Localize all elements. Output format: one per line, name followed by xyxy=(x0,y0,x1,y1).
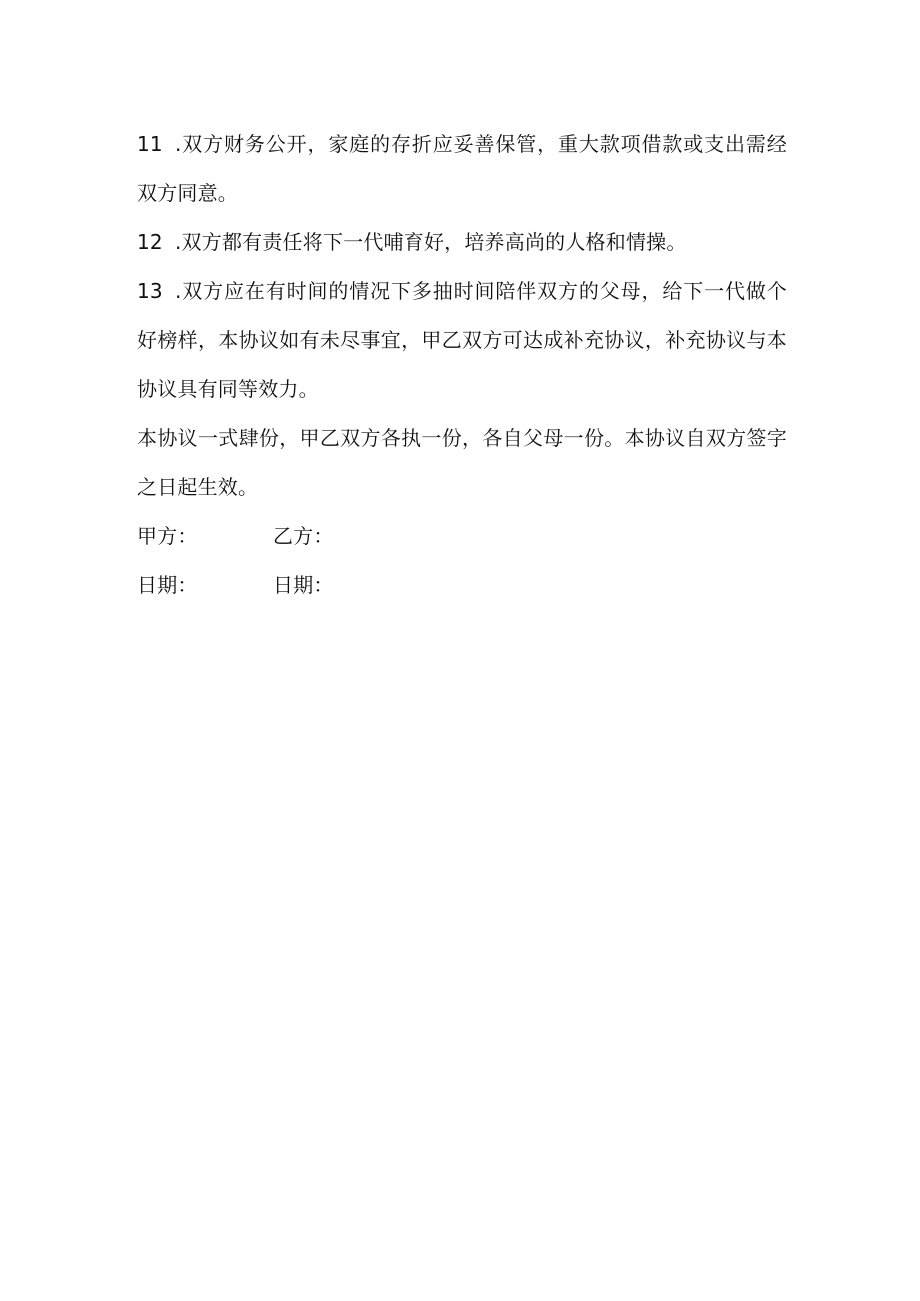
party-a-label: 甲方： xyxy=(137,524,198,548)
clause-number: 12 xyxy=(137,230,163,254)
clause-12 xyxy=(137,218,787,267)
clause-11 xyxy=(137,120,787,218)
clause-text: .双方财务公开，家庭的存折应妥善保管，重大款项借款或支出需经双方同意。 xyxy=(137,132,787,205)
date-b-label: 日期： xyxy=(273,573,334,597)
clause-text: .双方都有责任将下一代哺育好，培养高尚的人格和情操。 xyxy=(175,230,687,254)
clause-text: .双方应在有时间的情况下多抽时间陪伴双方的父母，给下一代做个好榜样，本协议如有未尽事宜，甲乙双方可达成补充协议，补充协议与本协议具有同等效力。 xyxy=(137,279,787,401)
date-a-label: 日期： xyxy=(137,573,198,597)
closing-paragraph: 本协议一式肆份，甲乙双方各执一份，各自父母一份。本协议自双方签字之日起生效。 xyxy=(137,426,787,499)
party-b-label: 乙方： xyxy=(273,524,334,548)
clause-13 xyxy=(137,267,787,414)
date-signature-row xyxy=(137,561,787,610)
clause-number: 11 xyxy=(137,132,163,156)
clause-number: 13 xyxy=(137,279,163,303)
document-body xyxy=(137,120,787,610)
party-signature-row xyxy=(137,512,787,561)
